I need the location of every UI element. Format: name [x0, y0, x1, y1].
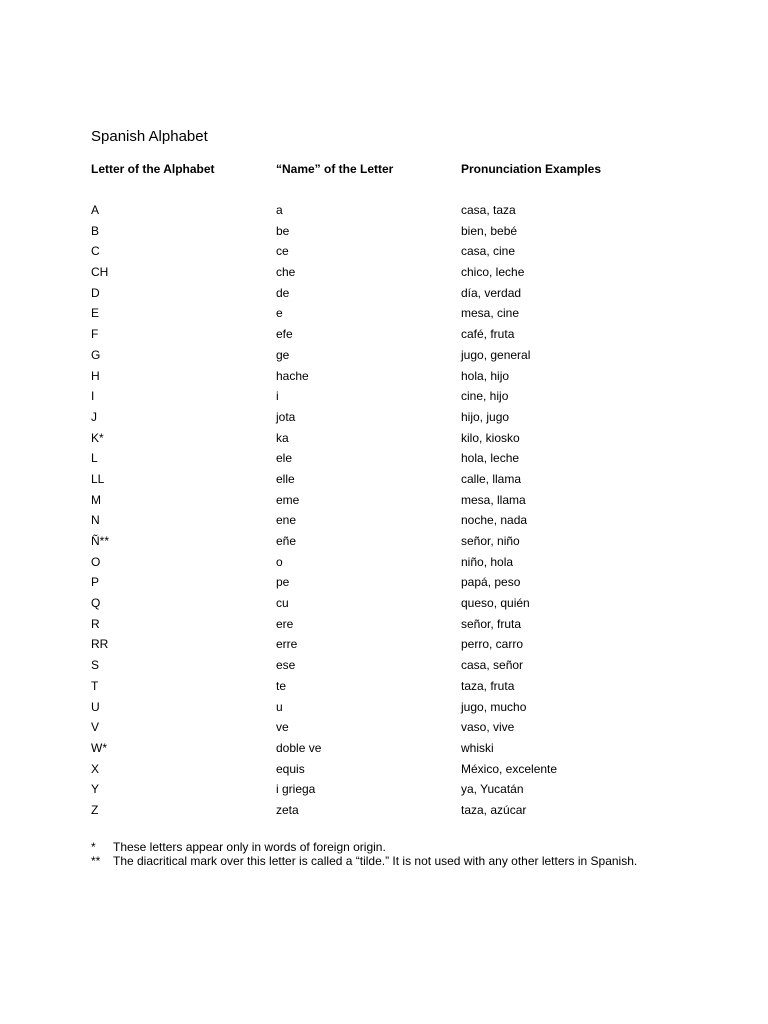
table-row	[0, 616, 768, 637]
table-row	[0, 740, 768, 761]
examples-cell: papá, peso	[461, 575, 521, 590]
examples-cell: café, fruta	[461, 327, 515, 342]
examples-cell: mesa, cine	[461, 306, 520, 321]
letter-name-cell: eme	[276, 492, 300, 507]
letter-cell: Z	[91, 802, 99, 817]
letter-name-cell: pe	[276, 575, 290, 590]
examples-cell: hola, hijo	[461, 368, 510, 383]
footnote	[0, 854, 768, 868]
letter-name-cell: che	[276, 265, 296, 280]
letter-cell: T	[91, 678, 99, 693]
footnote-mark: *	[91, 840, 96, 854]
table-row	[0, 781, 768, 802]
table-row	[0, 699, 768, 720]
examples-cell: casa, cine	[461, 244, 516, 259]
examples-cell: señor, niño	[461, 534, 520, 548]
letter-cell: C	[91, 244, 100, 259]
letter-name-cell: erre	[276, 637, 298, 652]
examples-cell: kilo, kiosko	[461, 430, 520, 445]
header-letter: Letter of the Alphabet	[91, 162, 215, 176]
letter-name-cell: ge	[276, 347, 290, 362]
examples-cell: hijo, jugo	[461, 409, 510, 424]
table-row	[0, 347, 768, 368]
header-examples: Pronunciation Examples	[461, 162, 602, 176]
table-row	[0, 285, 768, 306]
table-row	[0, 430, 768, 451]
letter-name-cell: ele	[276, 451, 293, 466]
letter-name-cell: doble ve	[276, 740, 322, 755]
letter-cell: V	[91, 720, 100, 735]
table-row	[0, 574, 768, 595]
letter-cell: E	[91, 306, 100, 321]
examples-cell: hola, leche	[461, 451, 520, 466]
examples-cell: casa, señor	[461, 658, 524, 673]
table-row	[0, 409, 768, 430]
letter-cell: K*	[91, 430, 104, 445]
table-row	[0, 595, 768, 616]
examples-cell: whiski	[461, 740, 494, 755]
table-row	[0, 305, 768, 326]
letter-name-cell: jota	[276, 409, 296, 424]
table-row	[0, 657, 768, 678]
footnote	[0, 840, 768, 854]
table-row	[0, 636, 768, 657]
examples-cell: queso, quién	[461, 596, 530, 611]
examples-cell: noche, nada	[461, 513, 528, 528]
letter-name-cell: efe	[276, 327, 293, 342]
examples-cell: jugo, general	[461, 347, 531, 362]
examples-cell: taza, azúcar	[461, 802, 527, 817]
examples-cell: vaso, vive	[461, 720, 515, 735]
examples-cell: mesa, llama	[461, 492, 526, 507]
letter-cell: J	[91, 409, 97, 424]
letter-cell: P	[91, 575, 100, 590]
letter-name-cell: cu	[276, 596, 289, 611]
table-row	[0, 761, 768, 782]
letter-cell: H	[91, 368, 100, 383]
letter-name-cell: te	[276, 678, 287, 693]
letter-name-cell: u	[276, 699, 283, 714]
footnote-text: The diacritical mark over this letter is called a “tilde.” It is not used with any other letters in Spanish.	[113, 854, 638, 868]
letter-cell: M	[91, 492, 101, 507]
letter-name-cell: i	[276, 389, 279, 404]
letter-name-cell: de	[276, 285, 290, 300]
table-row	[0, 554, 768, 575]
examples-cell: chico, leche	[461, 265, 525, 280]
letter-name-cell: equis	[276, 761, 305, 776]
examples-cell: jugo, mucho	[461, 699, 527, 714]
letter-name-cell: ese	[276, 658, 296, 673]
examples-cell: México, excelente	[461, 761, 558, 776]
table-row	[0, 492, 768, 513]
letter-cell: L	[91, 451, 98, 466]
letter-cell: F	[91, 327, 99, 342]
letter-cell: CH	[91, 265, 109, 280]
examples-cell: señor, fruta	[461, 616, 522, 631]
letter-name-cell: i griega	[276, 782, 316, 797]
letter-cell: G	[91, 347, 101, 362]
table-row	[0, 202, 768, 223]
examples-cell: taza, fruta	[461, 678, 515, 693]
table-row	[0, 243, 768, 264]
letter-name-cell: elle	[276, 471, 295, 486]
letter-name-cell: eñe	[276, 534, 297, 548]
examples-cell: casa, taza	[461, 203, 516, 217]
letter-name-cell: e	[276, 306, 283, 321]
letter-cell: R	[91, 616, 100, 631]
table-row	[0, 223, 768, 244]
footnote-text: These letters appear only in words of foreign origin.	[113, 840, 386, 854]
letter-name-cell: ce	[276, 244, 289, 259]
table-row	[0, 388, 768, 409]
examples-cell: niño, hola	[461, 554, 514, 569]
letter-cell: Ñ**	[91, 534, 110, 548]
letter-cell: I	[91, 389, 95, 404]
letter-cell: B	[91, 223, 100, 238]
letter-name-cell: a	[276, 203, 283, 217]
table-row	[0, 802, 768, 823]
table-row	[0, 264, 768, 285]
letter-cell: O	[91, 554, 101, 569]
examples-cell: perro, carro	[461, 637, 524, 652]
table-row	[0, 678, 768, 699]
table-row	[0, 512, 768, 533]
examples-cell: ya, Yucatán	[461, 782, 524, 797]
examples-cell: calle, llama	[461, 471, 522, 486]
letter-cell: Y	[91, 782, 100, 797]
letter-cell: W*	[91, 740, 107, 755]
letter-name-cell: hache	[276, 368, 309, 383]
header-name: “Name” of the Letter	[276, 162, 394, 176]
letter-cell: A	[91, 203, 100, 217]
examples-cell: cine, hijo	[461, 389, 509, 404]
table-row	[0, 368, 768, 389]
examples-cell: bien, bebé	[461, 223, 518, 238]
table-row	[0, 719, 768, 740]
letter-cell: N	[91, 513, 100, 528]
letter-name-cell: zeta	[276, 802, 299, 817]
letter-name-cell: ka	[276, 430, 289, 445]
table-row	[0, 326, 768, 347]
letter-cell: S	[91, 658, 100, 673]
letter-name-cell: be	[276, 223, 290, 238]
letter-cell: LL	[91, 471, 105, 486]
table-header	[0, 161, 768, 177]
letter-cell: RR	[91, 637, 109, 652]
footnotes	[0, 840, 768, 868]
letter-name-cell: ve	[276, 720, 289, 735]
alphabet-table	[0, 202, 768, 823]
letter-name-cell: ere	[276, 616, 294, 631]
letter-name-cell: ene	[276, 513, 297, 528]
table-row	[0, 533, 768, 554]
letter-cell: X	[91, 761, 100, 776]
examples-cell: día, verdad	[461, 285, 522, 300]
table-row	[0, 450, 768, 471]
footnote-mark: **	[91, 854, 101, 868]
page-title: Spanish Alphabet	[91, 128, 208, 145]
letter-cell: U	[91, 699, 100, 714]
letter-cell: Q	[91, 596, 101, 611]
table-row	[0, 471, 768, 492]
letter-cell: D	[91, 285, 100, 300]
letter-name-cell: o	[276, 554, 283, 569]
